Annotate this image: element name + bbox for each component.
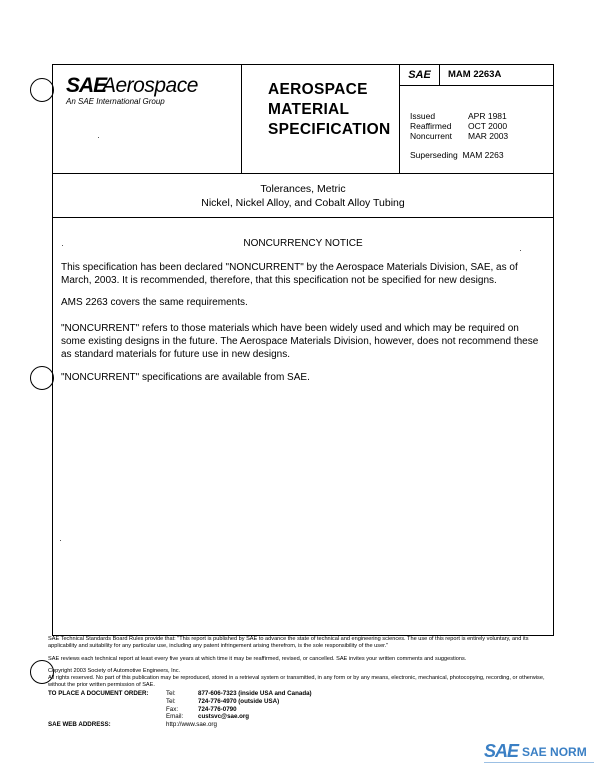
order-label: TO PLACE A DOCUMENT ORDER: bbox=[48, 690, 149, 697]
watermark-underline bbox=[484, 762, 594, 763]
order-row bbox=[48, 698, 312, 706]
title-line: MATERIAL bbox=[268, 101, 350, 118]
sae-norm-watermark bbox=[484, 741, 587, 762]
body-paragraph: "NONCURRENT" refers to those materials which have been widely used and which may be required on some existing designs in the future. The Aerospace Materials Division, however, does not recommend these as standard materials for future use in new designs. bbox=[61, 323, 539, 360]
contact-label: Fax: bbox=[166, 705, 179, 713]
scan-speck bbox=[520, 250, 521, 251]
scan-speck bbox=[62, 245, 63, 246]
order-row bbox=[48, 713, 312, 721]
document-type-title bbox=[268, 80, 390, 140]
contact-value: 724-776-4970 (outside USA) bbox=[198, 697, 280, 705]
order-row bbox=[48, 721, 312, 729]
date-row bbox=[410, 111, 508, 121]
date-row bbox=[410, 131, 508, 141]
subject-line-1: Tolerances, Metric bbox=[260, 183, 346, 195]
body-paragraph: This specification has been declared "NONCURRENT" by the Aerospace Materials Division, SAE, as of March, 2003. It is recommended, therefore, that this specification not be specified for new designs. bbox=[61, 262, 518, 286]
date-label: Issued bbox=[410, 111, 436, 121]
web-address-link[interactable]: http://www.sae.org bbox=[166, 721, 217, 729]
sae-aerospace-logo bbox=[52, 64, 242, 173]
contact-value: 877-606-7323 (inside USA and Canada) bbox=[198, 690, 312, 697]
binder-hole-middle bbox=[30, 366, 54, 390]
contact-label: Tel: bbox=[166, 690, 176, 697]
title-line: SPECIFICATION bbox=[268, 121, 391, 138]
body-paragraph: "NONCURRENT" specifications are available from SAE. bbox=[61, 372, 310, 383]
date-label: Reaffirmed bbox=[410, 121, 452, 131]
date-value: MAR 2003 bbox=[468, 131, 509, 141]
document-header bbox=[52, 64, 554, 174]
footer-rights: All rights reserved. No part of this publication may be reproduced, stored in a retrieval system or transmitted, in any form or by any means, electronic, mechanical, photocopying, recording, or otherwise, without the prior written permission of SAE. bbox=[48, 675, 545, 688]
binder-hole-top bbox=[30, 78, 54, 102]
date-row bbox=[410, 121, 508, 131]
footer-rules: SAE Technical Standards Board Rules provide that: "This report is published by SAE to advance the state of technical and engineering sciences. The use of this report is entirely voluntary, and its applicability and suitability for any particular use, including any patent infringement arising therefrom, is the sole responsibility of the user." bbox=[48, 636, 529, 649]
watermark-text: SAE NORM bbox=[522, 744, 587, 759]
notice-title: NONCURRENCY NOTICE bbox=[243, 238, 363, 249]
order-info bbox=[48, 690, 312, 729]
footer-review: SAE reviews each technical report at least every five years at which time it may be reaffirmed, revised, or cancelled. SAE invites your written comments and suggestions. bbox=[48, 656, 467, 662]
contact-label: Email: bbox=[166, 713, 184, 721]
date-table bbox=[410, 111, 508, 141]
web-label: SAE WEB ADDRESS: bbox=[48, 721, 111, 729]
order-row bbox=[48, 706, 312, 714]
date-label: Noncurrent bbox=[410, 131, 453, 141]
subject-line-2: Nickel, Nickel Alloy, and Cobalt Alloy Tubing bbox=[201, 197, 405, 209]
logo-brand: SAE bbox=[66, 74, 107, 97]
title-cell bbox=[242, 64, 400, 173]
scan-speck bbox=[98, 137, 99, 138]
contact-label: Tel: bbox=[166, 697, 176, 705]
contact-value: custsvc@sae.org bbox=[198, 713, 250, 721]
watermark-mark: SAE bbox=[484, 741, 519, 761]
order-row bbox=[48, 690, 312, 698]
spec-number: MAM 2263A bbox=[440, 64, 554, 86]
superseding-note: Superseding MAM 2263 bbox=[410, 150, 504, 160]
date-value: APR 1981 bbox=[468, 111, 507, 121]
title-line: AEROSPACE bbox=[268, 81, 368, 98]
document-subject bbox=[52, 174, 554, 218]
logo-word: Aerospace bbox=[102, 74, 198, 97]
logo-tagline: An SAE International Group bbox=[66, 97, 165, 106]
spec-info-cell bbox=[400, 64, 554, 173]
date-value: OCT 2000 bbox=[468, 121, 508, 131]
scan-speck bbox=[60, 540, 61, 541]
sae-mini-logo: SAE bbox=[400, 64, 440, 86]
footer-copyright: Copyright 2003 Society of Automotive Engineers, Inc. bbox=[48, 668, 181, 674]
body-paragraph: AMS 2263 covers the same requirements. bbox=[61, 297, 248, 308]
contact-value: 724-776-0790 bbox=[198, 705, 237, 713]
